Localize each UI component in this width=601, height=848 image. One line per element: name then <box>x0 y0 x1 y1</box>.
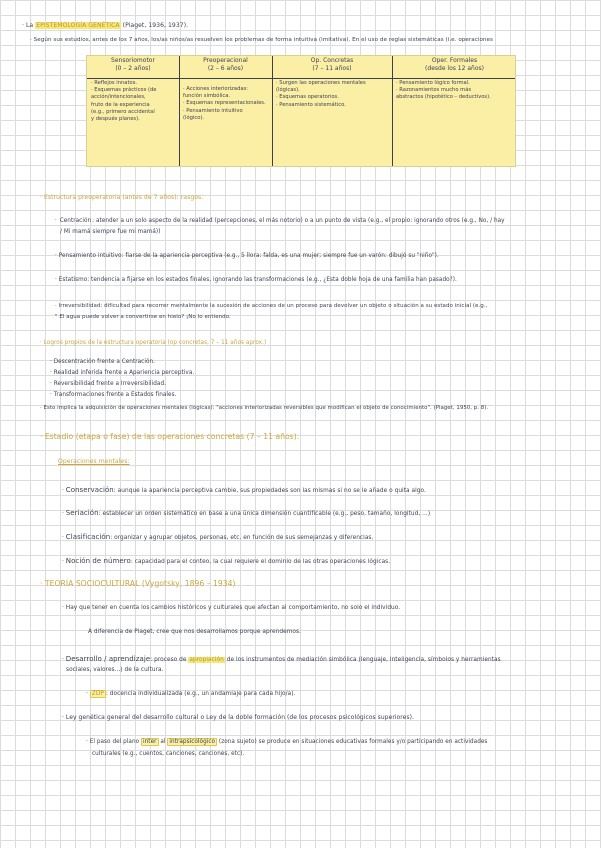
table-cell: · Pensamiento lógico formal. · Razonamientos mucho más abstractos (hipotético – deductivos). <box>396 80 491 101</box>
logro-item: · Transformaciones frente a Estados finales. <box>50 392 177 398</box>
centracion-label: Centración <box>59 218 92 224</box>
op-item-conservacion: · Conservación: aunque la apariencia perceptiva cambie, sus propiedades son las mismas si no se le añade o quita algo. <box>62 486 426 494</box>
desarrollo-label: Desarrollo / aprendizaje <box>65 655 151 663</box>
socio-desarrollo: · Desarrollo / aprendizaje: proceso de apropiación de los instrumentos de mediación simbólica (lenguaje, inteligencia, símbolos y herramientas <box>62 655 501 663</box>
socio-desarrollo-cont: sociales, valores...) de la cultura. <box>66 667 164 673</box>
zdp-label: ZDP <box>91 691 104 697</box>
preop-heading: · Estructura preoperatoria (antes de 7 años): rasgos. <box>40 194 204 201</box>
table-header-cell: Op. Concretas (7 – 11 años) <box>310 57 354 72</box>
table-header-cell: Oper. Formales (desde los 12 años) <box>425 57 484 72</box>
logros-heading: · Logros propios de la estructura operatoria (op concretas, 7 – 11 años aprox.) <box>40 340 267 346</box>
irreversibilidad-cont: " El agua puede volver a convertirse en hielo? ¡No lo entiendo. <box>55 314 231 320</box>
op-item-numero: · Noción de número: capacidad para el conteo, la cual requiere el dominio de las otras operaciones lógicas. <box>62 557 391 565</box>
logro-item: · Realidad inferida frente a Apariencia perceptiva. <box>50 370 195 376</box>
op-label: Seriación <box>65 509 99 517</box>
intuitivo-line: · Pensamiento intuitivo: fiarse de la apariencia perceptiva (e.g., 5 llora: falda, es una mujer; siempre fue un varón: dibujó su "niño"). <box>55 253 439 259</box>
logro-item: · Descentración frente a Centración. <box>50 359 156 365</box>
estatismo-label: Estatismo <box>58 277 88 283</box>
table-cell: · Reflejos innatos. · Esquemas prácticos (de acción/intencionales, fruto de la experiencia (e.g., primero accidental y después planes). <box>91 80 157 123</box>
intrapsicologico-highlight: intrapsicológico <box>169 739 216 745</box>
socio-paso-cont: culturales (e.g., cuentos, canciones, canciones, etc). <box>92 751 245 757</box>
sociocultural-heading: · TEORÍA SOCIOCULTURAL (Vygotsky, 1896 – 1934) <box>40 579 236 588</box>
stages-table <box>86 55 516 167</box>
socio-paso: · El paso del plano inter al intrapsicológico (zona sujeto) se produce en situaciones educativas formales y/o participando en actividades <box>86 739 488 745</box>
estatismo-line: · Estatismo: tendencia a fijarse en los estados finales, ignorando las transformaciones (e.g., ¿Esta doble hoja de una familia han pasado?). <box>55 277 457 283</box>
centracion-line: · Centración: atender a un solo aspecto de la realidad (percepciones, el más notorio) o a un punto de vista (e.g., el propio: ignorando otros (e.g., No, / hay <box>55 218 505 224</box>
inter-highlight: inter <box>143 739 157 745</box>
title: · La EPISTEMOLOGÍA GENÉTICA (Piaget, 1936, 1937). <box>22 22 189 29</box>
irreversibilidad-label: Irreversibilidad <box>58 303 101 309</box>
irreversibilidad-line: · Irreversibilidad: dificultad para recorrer mentalmente la sucesión de acciones de un proceso para devolver un objeto o situación a su estado inicial (e.g., <box>55 303 488 309</box>
op-item-clasificacion: · Clasificación: organizar y agrupar objetos, personas, etc. en función de sus semejanzas y diferencias. <box>62 533 374 541</box>
socio-ley: · Ley genética general del desarrollo cultural o Ley de la doble formación (de los procesos psicológicos superiores). <box>62 714 414 721</box>
table-header-cell: Sensoriomotor (0 – 2 años) <box>111 57 155 72</box>
estadio-heading: · Estadio (etapa o fase) de las operaciones concretas (7 – 11 años). <box>40 432 300 441</box>
socio-hay: · Hay que tener en cuenta los cambios históricos y culturales que afectan al comportamiento, no solo el individuo. <box>62 605 401 611</box>
op-label: Clasificación <box>65 533 111 541</box>
logro-item: · Reversibilidad frente a Irreversibilidad. <box>50 381 166 387</box>
table-header-divider <box>87 78 515 79</box>
table-header-cell: Preoperacional (2 – 6 años) <box>203 57 248 72</box>
intro-line: · Según sus estudios, antes de los 7 años, los/as niños/as resuelven los problemas de forma intuitiva (imitativa). En el uso de reglas sistemáticas (i.e. operaciones <box>30 37 493 43</box>
socio-zdp: · ZDP : docencia individualizada (e.g., un andamiaje para cada hijo/a). <box>86 691 296 697</box>
socio-diferencia: A diferencia de Piaget, cree que nos desarrollamos porque aprendemos. <box>88 629 301 635</box>
op-label: Conservación <box>65 486 114 494</box>
logros-quote: · Esto implica la adquisición de operaciones mentales (lógicas): "acciones interiorizadas reversibles que modifican el objeto de conocimiento". (Piaget, 1950, p. 8). <box>40 405 489 411</box>
centracion-cont: / Mi mamá siempre fue mi mamá)) <box>60 229 161 235</box>
op-label: Noción de número <box>65 557 131 565</box>
apropiacion-highlight: apropiación <box>189 657 224 663</box>
table-cell: · Surgen las operaciones mentales (lógicas). · Esquemas operatorios. · Pensamiento sistemático. <box>276 80 366 108</box>
operaciones-subheading: Operaciones mentales: <box>58 458 130 465</box>
op-item-seriacion: · Seriación: establecer un orden sistemático en base a una única dimensión cuantificable (e.g., peso, tamaño, longitud, ...) <box>62 509 431 517</box>
intuitivo-label: Pensamiento intuitivo <box>58 253 122 259</box>
title-highlight: EPISTEMOLOGÍA GENÉTICA <box>36 22 120 29</box>
table-cell: · Acciones interiorizadas: función simbólica. · Esquemas representacionales. · Pensamiento intuitivo (lógico). <box>183 86 266 121</box>
